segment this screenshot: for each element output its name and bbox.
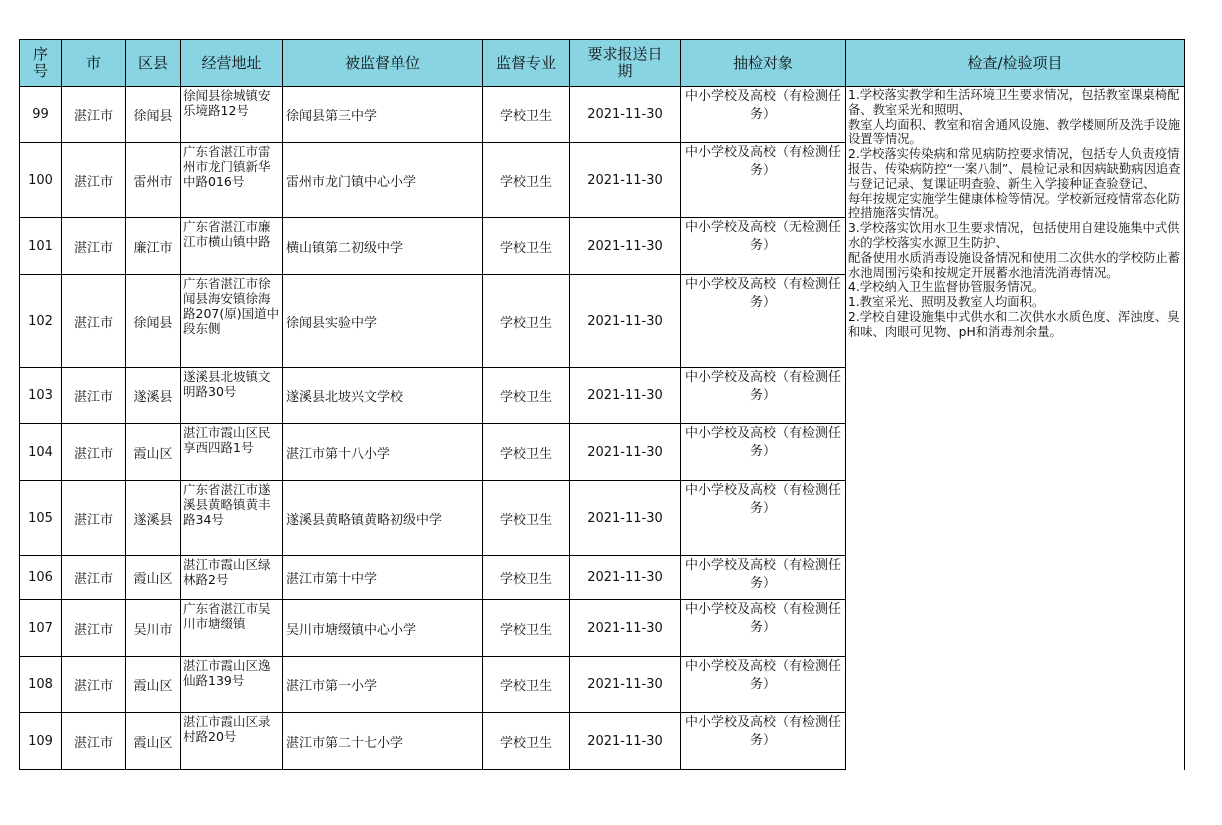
serial-cell: 102 — [20, 275, 62, 368]
serial-cell: 105 — [20, 481, 62, 556]
county-cell: 霞山区 — [126, 556, 181, 600]
unit-cell: 湛江市第一小学 — [283, 657, 483, 713]
unit-cell: 湛江市第二十七小学 — [283, 713, 483, 770]
target-cell: 中小学校及高校（有检测任务） — [681, 600, 846, 657]
unit-cell: 遂溪县黄略镇黄略初级中学 — [283, 481, 483, 556]
address-cell: 广东省湛江市吴川市塘缀镇 — [181, 600, 283, 657]
address-cell: 广东省湛江市廉江市横山镇中路 — [181, 218, 283, 275]
county-cell: 遂溪县 — [126, 481, 181, 556]
target-cell: 中小学校及高校（有检测任务） — [681, 87, 846, 143]
unit-cell: 徐闻县第三中学 — [283, 87, 483, 143]
table-row — [20, 87, 1185, 143]
inspection-item-line: 2.学校落实传染病和常见病防控要求情况，包括专人负责疫情报告、传染病防控“一案八制”、晨检记录和因病缺勤病因追查与登记记录、复课证明查验、新生入学接种证查验登记、 — [848, 147, 1181, 191]
unit-cell: 湛江市第十八小学 — [283, 424, 483, 481]
major-cell: 学校卫生 — [483, 368, 570, 424]
address-cell: 湛江市霞山区逸仙路139号 — [181, 657, 283, 713]
county-cell: 徐闻县 — [126, 275, 181, 368]
target-cell: 中小学校及高校（有检测任务） — [681, 368, 846, 424]
county-cell: 雷州市 — [126, 143, 181, 218]
target-cell: 中小学校及高校（有检测任务） — [681, 275, 846, 368]
major-cell: 学校卫生 — [483, 275, 570, 368]
serial-cell: 99 — [20, 87, 62, 143]
city-cell: 湛江市 — [62, 368, 126, 424]
unit-cell: 徐闻县实验中学 — [283, 275, 483, 368]
major-cell: 学校卫生 — [483, 556, 570, 600]
major-cell: 学校卫生 — [483, 87, 570, 143]
header-address: 经营地址 — [181, 40, 283, 87]
inspection-item-line: 每年按规定实施学生健康体检等情况。学校新冠疫情常态化防控措施落实情况。 — [848, 191, 1181, 221]
inspection-item-line: 教室人均面积、教室和宿舍通风设施、教学楼厕所及洗手设施设置等情况。 — [848, 117, 1181, 147]
target-cell: 中小学校及高校（有检测任务） — [681, 713, 846, 770]
date-cell: 2021-11-30 — [570, 424, 681, 481]
county-cell: 霞山区 — [126, 657, 181, 713]
serial-cell: 101 — [20, 218, 62, 275]
address-cell: 广东省湛江市徐闻县海安镇徐海路207(原)国道中段东侧 — [181, 275, 283, 368]
unit-cell: 湛江市第十中学 — [283, 556, 483, 600]
city-cell: 湛江市 — [62, 143, 126, 218]
city-cell: 湛江市 — [62, 600, 126, 657]
serial-cell: 104 — [20, 424, 62, 481]
address-cell: 湛江市霞山区绿林路2号 — [181, 556, 283, 600]
county-cell: 霞山区 — [126, 424, 181, 481]
header-target: 抽检对象 — [681, 40, 846, 87]
city-cell: 湛江市 — [62, 713, 126, 770]
date-cell: 2021-11-30 — [570, 143, 681, 218]
inspection-item-line: 3.学校落实饮用水卫生要求情况，包括使用自建设施集中式供水的学校落实水源卫生防护、 — [848, 221, 1180, 250]
county-cell: 霞山区 — [126, 713, 181, 770]
serial-cell: 106 — [20, 556, 62, 600]
date-cell: 2021-11-30 — [570, 218, 681, 275]
inspection-item-line: 2.学校自建设施集中式供水和二次供水水质色度、浑浊度、臭和味、肉眼可见物、pH和消毒剂余量。 — [848, 309, 1180, 339]
address-cell: 湛江市霞山区民享西四路1号 — [181, 424, 283, 481]
unit-cell: 横山镇第二初级中学 — [283, 218, 483, 275]
date-cell: 2021-11-30 — [570, 713, 681, 770]
city-cell: 湛江市 — [62, 424, 126, 481]
address-cell: 徐闻县徐城镇安乐境路12号 — [181, 87, 283, 143]
major-cell: 学校卫生 — [483, 143, 570, 218]
serial-cell: 100 — [20, 143, 62, 218]
city-cell: 湛江市 — [62, 87, 126, 143]
date-cell: 2021-11-30 — [570, 657, 681, 713]
target-cell: 中小学校及高校（有检测任务） — [681, 556, 846, 600]
county-cell: 徐闻县 — [126, 87, 181, 143]
serial-cell: 109 — [20, 713, 62, 770]
header-row — [20, 40, 1185, 87]
city-cell: 湛江市 — [62, 218, 126, 275]
unit-cell: 雷州市龙门镇中心小学 — [283, 143, 483, 218]
major-cell: 学校卫生 — [483, 424, 570, 481]
inspection-item-line: 1.教室采光、照明及教室人均面积。 — [848, 295, 1045, 310]
city-cell: 湛江市 — [62, 657, 126, 713]
city-cell: 湛江市 — [62, 481, 126, 556]
date-cell: 2021-11-30 — [570, 368, 681, 424]
major-cell: 学校卫生 — [483, 218, 570, 275]
inspection-item-line: 4.学校纳入卫生监督协管服务情况。 — [848, 280, 1045, 295]
county-cell: 廉江市 — [126, 218, 181, 275]
header-serial: 序号 — [20, 40, 62, 87]
city-cell: 湛江市 — [62, 556, 126, 600]
address-cell: 广东省湛江市遂溪县黄略镇黄丰路34号 — [181, 481, 283, 556]
county-cell: 遂溪县 — [126, 368, 181, 424]
unit-cell: 吴川市塘缀镇中心小学 — [283, 600, 483, 657]
inspection-items-cell — [846, 87, 1185, 770]
serial-cell: 108 — [20, 657, 62, 713]
serial-cell: 103 — [20, 368, 62, 424]
major-cell: 学校卫生 — [483, 657, 570, 713]
date-cell: 2021-11-30 — [570, 600, 681, 657]
address-cell: 广东省湛江市雷州市龙门镇新华中路016号 — [181, 143, 283, 218]
target-cell: 中小学校及高校（有检测任务） — [681, 424, 846, 481]
header-date: 要求报送日期 — [570, 40, 681, 87]
unit-cell: 遂溪县北坡兴文学校 — [283, 368, 483, 424]
header-items: 检查/检验项目 — [846, 40, 1185, 87]
target-cell: 中小学校及高校（无检测任务） — [681, 218, 846, 275]
county-cell: 吴川市 — [126, 600, 181, 657]
target-cell: 中小学校及高校（有检测任务） — [681, 657, 846, 713]
target-cell: 中小学校及高校（有检测任务） — [681, 481, 846, 556]
inspection-item-line: 1.学校落实教学和生活环境卫生要求情况，包括教室课桌椅配备、教室采光和照明、 — [848, 88, 1180, 117]
header-unit: 被监督单位 — [283, 40, 483, 87]
header-major: 监督专业 — [483, 40, 570, 87]
major-cell: 学校卫生 — [483, 713, 570, 770]
major-cell: 学校卫生 — [483, 481, 570, 556]
date-cell: 2021-11-30 — [570, 481, 681, 556]
header-city: 市 — [62, 40, 126, 87]
inspection-table — [19, 39, 1185, 770]
target-cell: 中小学校及高校（有检测任务） — [681, 143, 846, 218]
inspection-item-line: 配备使用水质消毒设施设备情况和使用二次供水的学校防止蓄水池周围污染和按规定开展蓄水池清洗消毒情况。 — [848, 250, 1181, 280]
header-county: 区县 — [126, 40, 181, 87]
date-cell: 2021-11-30 — [570, 275, 681, 368]
date-cell: 2021-11-30 — [570, 87, 681, 143]
date-cell: 2021-11-30 — [570, 556, 681, 600]
serial-cell: 107 — [20, 600, 62, 657]
address-cell: 湛江市霞山区录村路20号 — [181, 713, 283, 770]
city-cell: 湛江市 — [62, 275, 126, 368]
major-cell: 学校卫生 — [483, 600, 570, 657]
address-cell: 遂溪县北坡镇文明路30号 — [181, 368, 283, 424]
